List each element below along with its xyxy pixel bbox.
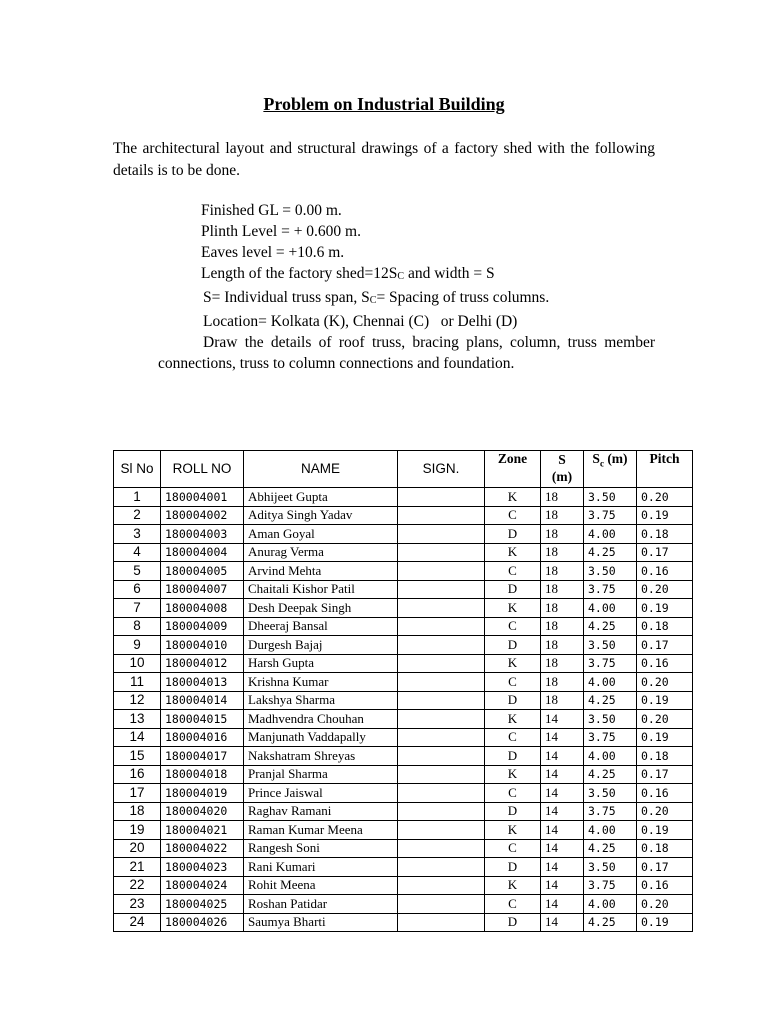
table-row: [114, 821, 693, 840]
table-row: [114, 747, 693, 766]
cell-zone: C: [485, 562, 541, 581]
table-row: [114, 895, 693, 914]
cell-s-m: 18: [541, 525, 584, 544]
cell-zone: K: [485, 765, 541, 784]
cell-zone: D: [485, 636, 541, 655]
cell-sign: [398, 525, 485, 544]
table-row: [114, 913, 693, 932]
table-row: [114, 728, 693, 747]
cell-sl-no: 9: [114, 636, 161, 655]
cell-roll-no: 180004025: [161, 895, 244, 914]
cell-sign: [398, 599, 485, 618]
cell-pitch: 0.17: [637, 636, 693, 655]
cell-name: Roshan Patidar: [244, 895, 398, 914]
cell-roll-no: 180004020: [161, 802, 244, 821]
cell-roll-no: 180004012: [161, 654, 244, 673]
cell-name: Rani Kumari: [244, 858, 398, 877]
cell-sl-no: 4: [114, 543, 161, 562]
cell-zone: C: [485, 506, 541, 525]
location-line: Location= Kolkata (K), Chennai (C) or Delhi (D): [203, 313, 518, 330]
span-prefix: S= Individual truss span, S: [203, 289, 370, 306]
cell-sc-m: 4.25: [584, 913, 637, 932]
student-table: [113, 450, 693, 932]
cell-sign: [398, 858, 485, 877]
cell-sl-no: 23: [114, 895, 161, 914]
table-row: [114, 599, 693, 618]
cell-name: Desh Deepak Singh: [244, 599, 398, 618]
cell-sc-m: 3.50: [584, 858, 637, 877]
cell-s-m: 14: [541, 802, 584, 821]
cell-roll-no: 180004022: [161, 839, 244, 858]
cell-roll-no: 180004009: [161, 617, 244, 636]
cell-sc-m: 3.75: [584, 580, 637, 599]
table-row: [114, 488, 693, 507]
cell-pitch: 0.20: [637, 673, 693, 692]
table-row: [114, 562, 693, 581]
cell-pitch: 0.19: [637, 728, 693, 747]
cell-sign: [398, 895, 485, 914]
cell-zone: K: [485, 876, 541, 895]
cell-sign: [398, 562, 485, 581]
cell-name: Nakshatram Shreyas: [244, 747, 398, 766]
cell-s-m: 18: [541, 580, 584, 599]
cell-sign: [398, 654, 485, 673]
cell-sign: [398, 617, 485, 636]
cell-zone: D: [485, 691, 541, 710]
cell-pitch: 0.17: [637, 765, 693, 784]
cell-s-m: 18: [541, 543, 584, 562]
cell-name: Chaitali Kishor Patil: [244, 580, 398, 599]
cell-pitch: 0.16: [637, 784, 693, 803]
cell-s-m: 14: [541, 821, 584, 840]
cell-s-m: 14: [541, 876, 584, 895]
cell-sc-m: 4.00: [584, 821, 637, 840]
cell-name: Prince Jaiswal: [244, 784, 398, 803]
cell-s-m: 14: [541, 747, 584, 766]
cell-pitch: 0.18: [637, 839, 693, 858]
cell-name: Abhijeet Gupta: [244, 488, 398, 507]
cell-pitch: 0.20: [637, 488, 693, 507]
table-row: [114, 784, 693, 803]
table-row: [114, 654, 693, 673]
cell-pitch: 0.19: [637, 821, 693, 840]
table-row: [114, 673, 693, 692]
cell-sl-no: 6: [114, 580, 161, 599]
cell-sc-m: 4.25: [584, 617, 637, 636]
cell-pitch: 0.16: [637, 562, 693, 581]
cell-roll-no: 180004016: [161, 728, 244, 747]
cell-sl-no: 15: [114, 747, 161, 766]
cell-pitch: 0.19: [637, 913, 693, 932]
length-suffix: and width = S: [404, 265, 495, 282]
cell-sign: [398, 543, 485, 562]
cell-roll-no: 180004005: [161, 562, 244, 581]
cell-sign: [398, 784, 485, 803]
table-row: [114, 710, 693, 729]
table-row: [114, 765, 693, 784]
cell-s-m: 18: [541, 617, 584, 636]
cell-pitch: 0.16: [637, 654, 693, 673]
cell-roll-no: 180004002: [161, 506, 244, 525]
cell-pitch: 0.18: [637, 525, 693, 544]
cell-roll-no: 180004019: [161, 784, 244, 803]
cell-sc-m: 4.00: [584, 673, 637, 692]
header-s-m: S (m): [541, 451, 584, 488]
cell-name: Arvind Mehta: [244, 562, 398, 581]
cell-name: Aditya Singh Yadav: [244, 506, 398, 525]
cell-zone: D: [485, 580, 541, 599]
cell-sl-no: 8: [114, 617, 161, 636]
cell-sign: [398, 673, 485, 692]
cell-sc-m: 3.75: [584, 728, 637, 747]
cell-sc-m: 4.00: [584, 525, 637, 544]
cell-s-m: 18: [541, 691, 584, 710]
cell-name: Krishna Kumar: [244, 673, 398, 692]
cell-sc-m: 3.50: [584, 784, 637, 803]
cell-sc-m: 4.00: [584, 747, 637, 766]
cell-s-m: 18: [541, 599, 584, 618]
table-row: [114, 858, 693, 877]
table-row: [114, 691, 693, 710]
length-line: [158, 263, 655, 287]
cell-sc-m: 3.50: [584, 562, 637, 581]
cell-s-m: 18: [541, 488, 584, 507]
cell-sl-no: 7: [114, 599, 161, 618]
cell-zone: K: [485, 543, 541, 562]
span-subscript: C: [369, 295, 377, 306]
cell-name: Aman Goyal: [244, 525, 398, 544]
span-line: [158, 287, 655, 311]
cell-sl-no: 22: [114, 876, 161, 895]
table-row: [114, 839, 693, 858]
cell-pitch: 0.19: [637, 691, 693, 710]
cell-sign: [398, 728, 485, 747]
cell-pitch: 0.20: [637, 802, 693, 821]
cell-zone: D: [485, 913, 541, 932]
cell-pitch: 0.18: [637, 617, 693, 636]
cell-sign: [398, 876, 485, 895]
cell-pitch: 0.19: [637, 599, 693, 618]
table-row: [114, 525, 693, 544]
cell-zone: D: [485, 858, 541, 877]
cell-s-m: 14: [541, 784, 584, 803]
cell-roll-no: 180004001: [161, 488, 244, 507]
cell-sl-no: 10: [114, 654, 161, 673]
header-roll-no: ROLL NO: [161, 451, 244, 488]
table-row: [114, 802, 693, 821]
cell-sc-m: 3.50: [584, 710, 637, 729]
cell-sl-no: 1: [114, 488, 161, 507]
cell-zone: K: [485, 821, 541, 840]
cell-name: Durgesh Bajaj: [244, 636, 398, 655]
cell-name: Pranjal Sharma: [244, 765, 398, 784]
cell-name: Raghav Ramani: [244, 802, 398, 821]
cell-sign: [398, 765, 485, 784]
cell-name: Harsh Gupta: [244, 654, 398, 673]
cell-roll-no: 180004024: [161, 876, 244, 895]
cell-sign: [398, 839, 485, 858]
cell-pitch: 0.17: [637, 858, 693, 877]
cell-sl-no: 2: [114, 506, 161, 525]
cell-s-m: 18: [541, 506, 584, 525]
cell-sl-no: 17: [114, 784, 161, 803]
cell-name: Rangesh Soni: [244, 839, 398, 858]
table-header-row: [114, 451, 693, 488]
cell-roll-no: 180004007: [161, 580, 244, 599]
cell-zone: C: [485, 728, 541, 747]
cell-roll-no: 180004023: [161, 858, 244, 877]
cell-roll-no: 180004013: [161, 673, 244, 692]
cell-sl-no: 20: [114, 839, 161, 858]
table-row: [114, 506, 693, 525]
cell-sl-no: 21: [114, 858, 161, 877]
cell-roll-no: 180004003: [161, 525, 244, 544]
cell-name: Madhvendra Chouhan: [244, 710, 398, 729]
cell-name: Raman Kumar Meena: [244, 821, 398, 840]
header-sl-no: Sl No: [114, 451, 161, 488]
cell-zone: C: [485, 617, 541, 636]
cell-sc-m: 3.50: [584, 488, 637, 507]
cell-roll-no: 180004026: [161, 913, 244, 932]
cell-zone: K: [485, 599, 541, 618]
header-name: NAME: [244, 451, 398, 488]
cell-sign: [398, 506, 485, 525]
cell-zone: K: [485, 488, 541, 507]
cell-roll-no: 180004015: [161, 710, 244, 729]
cell-roll-no: 180004018: [161, 765, 244, 784]
cell-s-m: 14: [541, 913, 584, 932]
table-row: [114, 617, 693, 636]
cell-s-m: 18: [541, 562, 584, 581]
cell-sc-m: 4.25: [584, 839, 637, 858]
cell-sc-m: 3.75: [584, 802, 637, 821]
cell-sl-no: 19: [114, 821, 161, 840]
span-suffix: = Spacing of truss columns.: [376, 289, 550, 306]
table-row: [114, 580, 693, 599]
cell-sl-no: 16: [114, 765, 161, 784]
table-row: [114, 876, 693, 895]
cell-roll-no: 180004021: [161, 821, 244, 840]
cell-roll-no: 180004004: [161, 543, 244, 562]
cell-roll-no: 180004008: [161, 599, 244, 618]
cell-sign: [398, 802, 485, 821]
cell-sign: [398, 580, 485, 599]
cell-sc-m: 4.25: [584, 691, 637, 710]
draw-paragraph: Draw the details of roof truss, bracing plans, column, truss member connections, truss to column connections and foundation.: [158, 334, 655, 372]
cell-sign: [398, 747, 485, 766]
cell-name: Anurag Verma: [244, 543, 398, 562]
cell-pitch: 0.20: [637, 710, 693, 729]
cell-sc-m: 3.75: [584, 876, 637, 895]
cell-roll-no: 180004017: [161, 747, 244, 766]
cell-s-m: 14: [541, 728, 584, 747]
cell-sc-m: 4.25: [584, 543, 637, 562]
cell-sc-m: 4.25: [584, 765, 637, 784]
cell-sl-no: 5: [114, 562, 161, 581]
cell-pitch: 0.17: [637, 543, 693, 562]
cell-zone: D: [485, 747, 541, 766]
cell-sign: [398, 821, 485, 840]
cell-pitch: 0.16: [637, 876, 693, 895]
cell-sc-m: 3.50: [584, 636, 637, 655]
cell-name: Rohit Meena: [244, 876, 398, 895]
cell-name: Lakshya Sharma: [244, 691, 398, 710]
cell-roll-no: 180004010: [161, 636, 244, 655]
details-block: [158, 200, 655, 374]
page-title: Problem on Industrial Building: [263, 94, 505, 114]
header-sign: SIGN.: [398, 451, 485, 488]
cell-s-m: 18: [541, 654, 584, 673]
cell-sign: [398, 691, 485, 710]
table-row: [114, 636, 693, 655]
header-pitch: Pitch: [637, 451, 693, 488]
cell-roll-no: 180004014: [161, 691, 244, 710]
cell-zone: K: [485, 654, 541, 673]
cell-sc-m: 4.00: [584, 895, 637, 914]
header-zone: Zone: [485, 451, 541, 488]
cell-sc-m: 3.75: [584, 506, 637, 525]
cell-zone: C: [485, 895, 541, 914]
cell-sl-no: 11: [114, 673, 161, 692]
intro-paragraph: The architectural layout and structural drawings of a factory shed with the following details is to be done.: [113, 140, 655, 179]
table-row: [114, 543, 693, 562]
length-prefix: Length of the factory shed=12S: [201, 265, 398, 282]
cell-s-m: 14: [541, 858, 584, 877]
eaves-level-line: Eaves level = +10.6 m.: [201, 244, 345, 261]
cell-zone: D: [485, 802, 541, 821]
cell-zone: C: [485, 839, 541, 858]
cell-sign: [398, 913, 485, 932]
cell-sc-m: 4.00: [584, 599, 637, 618]
cell-pitch: 0.20: [637, 895, 693, 914]
cell-s-m: 14: [541, 839, 584, 858]
cell-s-m: 18: [541, 636, 584, 655]
cell-s-m: 14: [541, 895, 584, 914]
finished-gl-line: Finished GL = 0.00 m.: [201, 202, 342, 219]
cell-sl-no: 3: [114, 525, 161, 544]
cell-sign: [398, 710, 485, 729]
cell-zone: D: [485, 525, 541, 544]
cell-sc-m: 3.75: [584, 654, 637, 673]
cell-sl-no: 12: [114, 691, 161, 710]
header-sc-m: $S_c$ (m): [584, 451, 637, 488]
length-subscript: C: [397, 271, 405, 282]
cell-zone: C: [485, 784, 541, 803]
cell-zone: C: [485, 673, 541, 692]
cell-name: Manjunath Vaddapally: [244, 728, 398, 747]
cell-sl-no: 13: [114, 710, 161, 729]
cell-sl-no: 24: [114, 913, 161, 932]
cell-sl-no: 18: [114, 802, 161, 821]
cell-name: Saumya Bharti: [244, 913, 398, 932]
cell-pitch: 0.20: [637, 580, 693, 599]
cell-s-m: 18: [541, 673, 584, 692]
cell-zone: K: [485, 710, 541, 729]
cell-pitch: 0.19: [637, 506, 693, 525]
plinth-level-line: Plinth Level = + 0.600 m.: [201, 223, 361, 240]
cell-sl-no: 14: [114, 728, 161, 747]
cell-pitch: 0.18: [637, 747, 693, 766]
cell-s-m: 14: [541, 765, 584, 784]
cell-sign: [398, 488, 485, 507]
cell-name: Dheeraj Bansal: [244, 617, 398, 636]
cell-sign: [398, 636, 485, 655]
cell-s-m: 14: [541, 710, 584, 729]
